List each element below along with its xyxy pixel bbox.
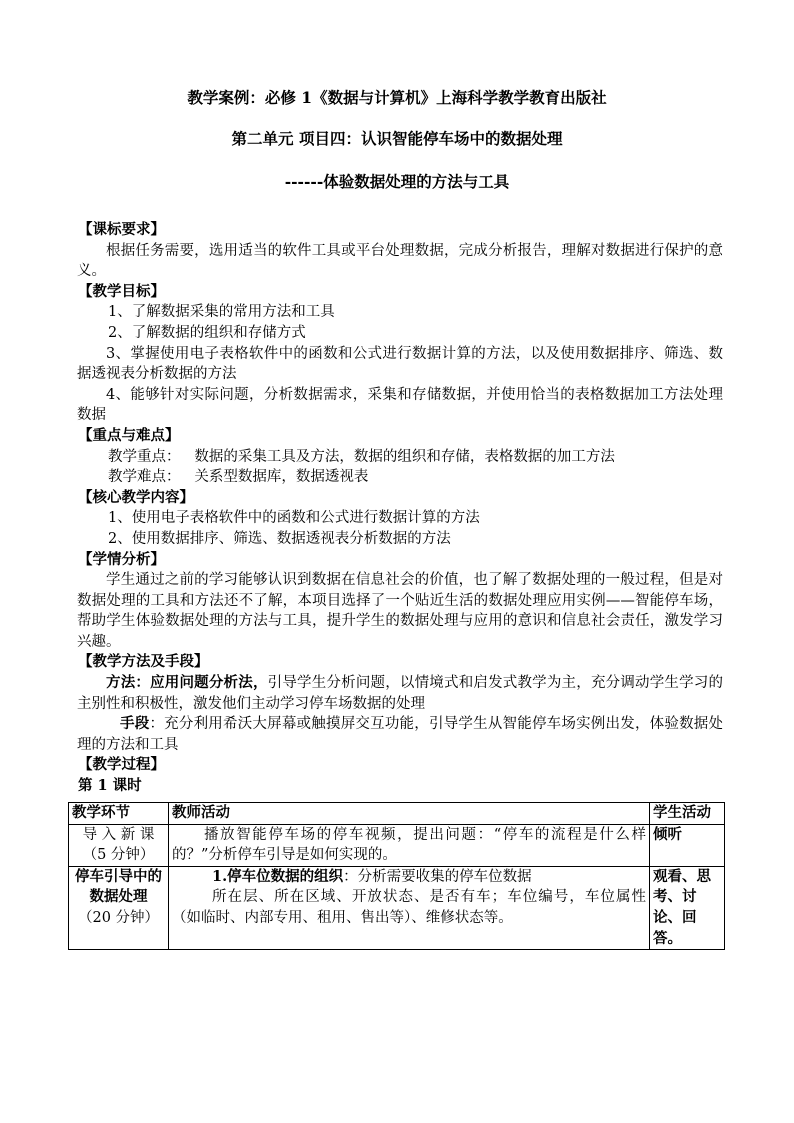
means-label: 手段 xyxy=(120,715,150,733)
difficulty-text: 教学难点： 关系型数据库，数据透视表 xyxy=(108,469,369,486)
method-label: 方法：应用问题分析法， xyxy=(106,674,268,692)
teacher-activity-title: 1.停车位数据的组织 xyxy=(212,867,344,885)
section-heading-analysis: 【学情分析】 xyxy=(78,550,165,568)
goal-item: 3、掌握使用电子表格软件中的函数和公式进行数据计算的方法，以及使用数据排序、筛选、数据透视表分析数据的方法 xyxy=(77,345,723,383)
teacher-activity-title-rest: ：分析需要收集的停车位数据 xyxy=(343,868,532,885)
student-activity: 观看、思考、讨论、回答。 xyxy=(650,866,725,949)
core-item: 1、使用电子表格软件中的函数和公式进行数据计算的方法 xyxy=(108,510,480,527)
goal-item: 4、能够针对实际问题，分析数据需求，采集和存储数据，并使用恰当的表格数据加工方法处理数据 xyxy=(77,386,723,424)
student-activity: 倾听 xyxy=(650,824,725,866)
stage-duration: （20 分钟） xyxy=(77,909,160,926)
stage-duration: （5 分钟） xyxy=(82,847,155,864)
means-text: ：充分利用希沃大屏幕或触摸屏交互功能，引导学生从智能停车场实例出发，体验数据处理的方法和工具 xyxy=(77,716,724,753)
section-heading-methods: 【教学方法及手段】 xyxy=(78,653,209,671)
lesson-table xyxy=(68,802,725,950)
section-heading-keypoints: 【重点与难点】 xyxy=(78,426,180,444)
method-paragraph xyxy=(77,673,723,714)
table-row xyxy=(69,824,725,866)
document-title: 教学案例：必修 1《数据与计算机》上海科学教学教育出版社 xyxy=(187,88,607,107)
table-header-cell: 教学环节 xyxy=(69,803,169,825)
means-paragraph xyxy=(77,714,723,755)
stage-cell xyxy=(69,824,169,866)
goal-item: 1、了解数据采集的常用方法和工具 xyxy=(108,304,335,321)
core-item: 2、使用数据排序、筛选、数据透视表分析数据的方法 xyxy=(108,530,451,547)
teacher-activity: 播放智能停车场的停车视频，提出问题：“停车的流程是什么样的？”分析停车引导是如何实现的。 xyxy=(172,826,646,864)
standard-text: 根据任务需要，选用适当的软件工具或平台处理数据，完成分析报告，理解对数据进行保护的意义。 xyxy=(77,242,723,280)
stage-name: 导 入 新 课 xyxy=(82,826,155,843)
subtitle: ------体验数据处理的方法与工具 xyxy=(284,172,510,191)
table-header-row xyxy=(69,803,725,825)
teacher-activity-title-line xyxy=(172,867,646,888)
table-header-cell: 教师活动 xyxy=(169,803,650,825)
stage-name: 停车引导中的数据处理 xyxy=(75,867,162,906)
goal-item: 2、了解数据的组织和存储方式 xyxy=(108,324,306,341)
table-row xyxy=(69,866,725,949)
section-heading-standard: 【课标要求】 xyxy=(78,221,165,238)
method-text: 引导学生分析问题，以情境式和启发式教学为主，充分调动学生学习的主别性和积极性，激发他们主动学习停车场数据的处理 xyxy=(77,675,724,712)
teacher-cell xyxy=(169,824,650,866)
unit-title: 第二单元 项目四：认识智能停车场中的数据处理 xyxy=(231,129,563,148)
section-heading-core: 【核心教学内容】 xyxy=(78,488,194,506)
analysis-text: 学生通过之前的学习能够认识到数据在信息社会的价值，也了解了数据处理的一般过程，但是对数据处理的工具和方法还不了解，本项目选择了一个贴近生活的数据处理应用实例——智能停车场，帮助学生体验数据处理的方法与工具，提升学生的数据处理与应用的意识和信息社会责任，激发学习兴趣。 xyxy=(77,572,723,650)
teacher-cell xyxy=(169,866,650,949)
stage-cell xyxy=(69,866,169,949)
section-heading-process: 【教学过程】 xyxy=(78,756,165,774)
lesson-label: 第 1 课时 xyxy=(78,777,142,795)
section-heading-goals: 【教学目标】 xyxy=(78,282,165,300)
table-header-cell: 学生活动 xyxy=(650,803,725,825)
teacher-activity: 所在层、所在区域、开放状态、是否有车；车位编号，车位属性（如临时、内部专用、租用、售出等）、维修状态等。 xyxy=(172,889,646,926)
document-body xyxy=(77,220,723,797)
focus-text: 教学重点： 数据的采集工具及方法，数据的组织和存储，表格数据的加工方法 xyxy=(108,448,615,465)
